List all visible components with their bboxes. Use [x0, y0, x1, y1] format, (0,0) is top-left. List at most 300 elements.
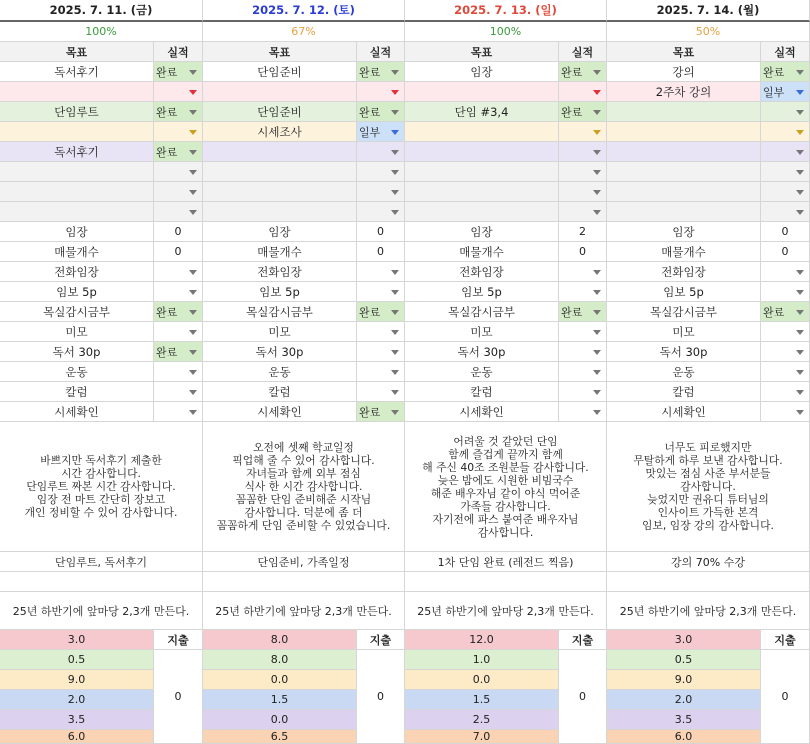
result-column-header: 실적: [357, 42, 405, 62]
goal-cell[interactable]: 2주차 강의: [607, 82, 761, 102]
goal-status-dropdown[interactable]: [154, 142, 203, 162]
goal-status-value: 일부: [763, 85, 785, 99]
daily-summary[interactable]: 1차 단임 완료 (레전드 찍음): [405, 552, 607, 572]
time-value[interactable]: 6.0: [0, 730, 154, 744]
goal-cell[interactable]: [405, 162, 559, 182]
gratitude-journal[interactable]: 어려울 것 같았던 단임 함께 즐겁게 끝까지 함께 해 주신 40조 조원분들 감사합니다. 늦은 밤에도 시원한 비빔국수 해준 배우자님 같이 야식 먹어준 가족들 감사합니다. 자기전에 파스 붙여준 배우자님 감사합니다.: [405, 422, 607, 552]
expense-value[interactable]: 0: [154, 650, 203, 744]
routine-value[interactable]: [154, 322, 203, 342]
day-column: [0, 0, 203, 744]
time-value[interactable]: 1.5: [203, 690, 357, 710]
goal-cell[interactable]: [203, 162, 357, 182]
result-column-header: 실적: [761, 42, 810, 62]
goal-cell[interactable]: 강의: [607, 62, 761, 82]
routine-label: 매물개수: [405, 242, 559, 262]
gratitude-journal[interactable]: 너무도 피로했지만 무탈하게 하루 보낸 감사합니다. 맛있는 점심 사준 부서분들 감사합니다. 늦었지만 권유디 튜터님의 인사이트 가득한 본격 임보, 임장 강의 감사합니다.: [607, 422, 810, 552]
chevron-down-icon[interactable]: [391, 70, 399, 75]
routine-count: 0: [781, 245, 789, 258]
goal-status-value: 일부: [359, 125, 381, 139]
chevron-down-icon[interactable]: [391, 410, 399, 415]
routine-value[interactable]: [559, 322, 607, 342]
expense-label: 지출: [154, 630, 203, 650]
routine-count: 0: [174, 245, 182, 258]
time-value[interactable]: 12.0: [405, 630, 559, 650]
chevron-down-icon[interactable]: [796, 210, 804, 215]
routine-label: 전화임장: [203, 262, 357, 282]
time-value[interactable]: 7.0: [405, 730, 559, 744]
routine-label: 목실감시금부: [405, 302, 559, 322]
goal-status-dropdown[interactable]: [357, 82, 405, 102]
routine-value[interactable]: [761, 282, 810, 302]
chevron-down-icon[interactable]: [796, 270, 804, 275]
time-value[interactable]: 0.0: [203, 670, 357, 690]
long-term-goal: 25년 하반기에 앞마당 2,3개 만든다.: [0, 592, 203, 630]
routine-value[interactable]: [761, 242, 810, 262]
routine-value[interactable]: [559, 402, 607, 422]
chevron-down-icon[interactable]: [189, 130, 197, 135]
routine-value[interactable]: [357, 302, 405, 322]
routine-label: 칼럼: [607, 382, 761, 402]
chevron-down-icon[interactable]: [593, 330, 601, 335]
goal-status-dropdown[interactable]: [559, 102, 607, 122]
goal-cell[interactable]: [0, 122, 154, 142]
completion-percent: 67%: [203, 22, 405, 42]
routine-label: 매물개수: [203, 242, 357, 262]
routine-label: 전화임장: [405, 262, 559, 282]
routine-value[interactable]: [154, 242, 203, 262]
chevron-down-icon[interactable]: [189, 290, 197, 295]
routine-label: 시세확인: [0, 402, 154, 422]
goal-cell[interactable]: 단임루트: [0, 102, 154, 122]
time-value[interactable]: 9.0: [0, 670, 154, 690]
chevron-down-icon[interactable]: [593, 290, 601, 295]
goal-status-dropdown[interactable]: [559, 162, 607, 182]
chevron-down-icon[interactable]: [391, 110, 399, 115]
goal-cell[interactable]: 단임 #3,4: [405, 102, 559, 122]
goal-status-dropdown[interactable]: [761, 122, 810, 142]
gratitude-journal[interactable]: 바쁘지만 독서후기 제출한 시간 감사합니다. 단임루트 짜본 시간 감사합니다. 임장 전 마트 간단히 장보고 개인 정비할 수 있어 감사합니다.: [0, 422, 203, 552]
chevron-down-icon[interactable]: [593, 410, 601, 415]
date-header: 2025. 7. 12. (토): [203, 0, 405, 22]
routine-label: 칼럼: [405, 382, 559, 402]
goal-cell[interactable]: [405, 202, 559, 222]
routine-count: 0: [377, 225, 384, 238]
chevron-down-icon[interactable]: [593, 390, 601, 395]
chevron-down-icon[interactable]: [796, 190, 804, 195]
routine-count: 0: [377, 245, 384, 258]
goal-column-header: 목표: [0, 42, 154, 62]
chevron-down-icon[interactable]: [391, 330, 399, 335]
goal-cell[interactable]: [405, 182, 559, 202]
chevron-down-icon[interactable]: [593, 350, 601, 355]
goal-status-dropdown[interactable]: [559, 142, 607, 162]
time-value[interactable]: 2.0: [0, 690, 154, 710]
routine-value[interactable]: [559, 222, 607, 242]
chevron-down-icon[interactable]: [189, 150, 197, 155]
time-value[interactable]: 8.0: [203, 650, 357, 670]
goal-cell[interactable]: [203, 202, 357, 222]
blank-row[interactable]: [203, 572, 405, 592]
chevron-down-icon[interactable]: [796, 130, 804, 135]
chevron-down-icon[interactable]: [796, 150, 804, 155]
chevron-down-icon[interactable]: [593, 370, 601, 375]
routine-label: 운동: [0, 362, 154, 382]
chevron-down-icon[interactable]: [796, 390, 804, 395]
expense-value[interactable]: 0: [761, 650, 810, 744]
routine-status-value: 완료: [359, 305, 381, 319]
chevron-down-icon[interactable]: [796, 170, 804, 175]
routine-label: 임보 5p: [607, 282, 761, 302]
goal-status-value: 완료: [561, 105, 583, 119]
routine-value[interactable]: [357, 382, 405, 402]
routine-value[interactable]: [559, 362, 607, 382]
time-value[interactable]: 0.5: [0, 650, 154, 670]
goal-status-dropdown[interactable]: [761, 202, 810, 222]
time-value[interactable]: 1.5: [405, 690, 559, 710]
goal-status-dropdown[interactable]: [559, 62, 607, 82]
routine-value[interactable]: [761, 382, 810, 402]
goal-cell[interactable]: [607, 102, 761, 122]
routine-label: 목실감시금부: [203, 302, 357, 322]
chevron-down-icon[interactable]: [391, 130, 399, 135]
goal-cell[interactable]: [0, 202, 154, 222]
goal-status-dropdown[interactable]: [154, 102, 203, 122]
chevron-down-icon[interactable]: [796, 350, 804, 355]
goal-status-dropdown[interactable]: [761, 142, 810, 162]
routine-label: 독서 30p: [0, 342, 154, 362]
goal-status-value: 완료: [156, 105, 178, 119]
goal-status-dropdown[interactable]: [357, 202, 405, 222]
goal-cell[interactable]: [0, 82, 154, 102]
goal-status-dropdown[interactable]: [154, 62, 203, 82]
routine-label: 운동: [607, 362, 761, 382]
chevron-down-icon[interactable]: [593, 70, 601, 75]
routine-value[interactable]: [761, 362, 810, 382]
chevron-down-icon[interactable]: [593, 110, 601, 115]
daily-summary[interactable]: 강의 70% 수강: [607, 552, 810, 572]
routine-status-value: 완료: [359, 405, 381, 419]
goal-status-dropdown[interactable]: [357, 182, 405, 202]
goal-status-dropdown[interactable]: [357, 142, 405, 162]
chevron-down-icon[interactable]: [593, 130, 601, 135]
goal-status-dropdown[interactable]: [357, 102, 405, 122]
chevron-down-icon[interactable]: [593, 90, 601, 95]
goal-cell[interactable]: 임장: [405, 62, 559, 82]
result-column-header: 실적: [154, 42, 203, 62]
chevron-down-icon[interactable]: [391, 170, 399, 175]
chevron-down-icon[interactable]: [189, 350, 197, 355]
routine-label: 임보 5p: [0, 282, 154, 302]
routine-value[interactable]: [559, 282, 607, 302]
time-value[interactable]: 3.0: [0, 630, 154, 650]
routine-label: 미모: [203, 322, 357, 342]
blank-row[interactable]: [0, 572, 203, 592]
goal-cell[interactable]: [607, 162, 761, 182]
goal-status-dropdown[interactable]: [559, 202, 607, 222]
routine-count: 0: [174, 225, 182, 238]
routine-label: 임장: [203, 222, 357, 242]
time-value[interactable]: 3.5: [607, 710, 761, 730]
goal-cell[interactable]: [405, 82, 559, 102]
result-column-header: 실적: [559, 42, 607, 62]
chevron-down-icon[interactable]: [796, 110, 804, 115]
blank-row[interactable]: [405, 572, 607, 592]
date-header: 2025. 7. 14. (월): [607, 0, 810, 22]
goal-status-dropdown[interactable]: [154, 122, 203, 142]
chevron-down-icon[interactable]: [796, 310, 804, 315]
routine-value[interactable]: [154, 402, 203, 422]
chevron-down-icon[interactable]: [593, 170, 601, 175]
routine-value[interactable]: [559, 262, 607, 282]
chevron-down-icon[interactable]: [189, 390, 197, 395]
routine-value[interactable]: [154, 362, 203, 382]
goal-status-dropdown[interactable]: [357, 162, 405, 182]
routine-status-value: 완료: [156, 345, 178, 359]
goal-status-dropdown[interactable]: [154, 162, 203, 182]
chevron-down-icon[interactable]: [189, 270, 197, 275]
routine-value[interactable]: [357, 362, 405, 382]
goal-cell[interactable]: [607, 182, 761, 202]
goal-status-dropdown[interactable]: [761, 102, 810, 122]
goal-cell[interactable]: [203, 82, 357, 102]
chevron-down-icon[interactable]: [796, 290, 804, 295]
chevron-down-icon[interactable]: [391, 390, 399, 395]
routine-value[interactable]: [154, 262, 203, 282]
chevron-down-icon[interactable]: [593, 310, 601, 315]
time-value[interactable]: 3.5: [0, 710, 154, 730]
gratitude-journal[interactable]: 오전에 셋째 학교일정 픽업해 줄 수 있어 감사합니다. 자녀들과 함께 외부 점심 식사 한 시간 감사합니다. 꼼꼼한 단임 준비해준 시작님 감사합니다. 덕분에 좀 더 꼼꼼하게 단임 준비할 수 있었습니다.: [203, 422, 405, 552]
routine-label: 임장: [0, 222, 154, 242]
chevron-down-icon[interactable]: [189, 90, 197, 95]
daily-summary[interactable]: 단임루트, 독서후기: [0, 552, 203, 572]
routine-value[interactable]: [559, 242, 607, 262]
goal-status-dropdown[interactable]: [761, 82, 810, 102]
goal-status-dropdown[interactable]: [761, 162, 810, 182]
goal-status-dropdown[interactable]: [761, 62, 810, 82]
time-value[interactable]: 2.5: [405, 710, 559, 730]
expense-value[interactable]: 0: [357, 650, 405, 744]
routine-label: 목실감시금부: [0, 302, 154, 322]
routine-status-value: 완료: [561, 305, 583, 319]
routine-label: 독서 30p: [607, 342, 761, 362]
routine-label: 독서 30p: [203, 342, 357, 362]
routine-value[interactable]: [559, 342, 607, 362]
time-value[interactable]: 0.0: [203, 710, 357, 730]
routine-label: 임장: [607, 222, 761, 242]
goal-cell[interactable]: 독서후기: [0, 62, 154, 82]
chevron-down-icon[interactable]: [391, 350, 399, 355]
time-value[interactable]: 0.0: [405, 670, 559, 690]
goal-cell[interactable]: 단임준비: [203, 62, 357, 82]
time-value[interactable]: 6.0: [607, 730, 761, 744]
routine-label: 시세확인: [607, 402, 761, 422]
routine-label: 임보 5p: [203, 282, 357, 302]
time-value[interactable]: 8.0: [203, 630, 357, 650]
routine-value[interactable]: [761, 262, 810, 282]
routine-label: 독서 30p: [405, 342, 559, 362]
routine-value[interactable]: [761, 402, 810, 422]
goal-status-value: 완료: [561, 65, 583, 79]
routine-label: 전화임장: [607, 262, 761, 282]
goal-status-dropdown[interactable]: [154, 82, 203, 102]
goal-status-dropdown[interactable]: [154, 202, 203, 222]
routine-label: 시세확인: [405, 402, 559, 422]
goal-cell[interactable]: [0, 162, 154, 182]
routine-label: 미모: [607, 322, 761, 342]
routine-value[interactable]: [154, 342, 203, 362]
routine-label: 임보 5p: [405, 282, 559, 302]
routine-value[interactable]: [761, 342, 810, 362]
routine-label: 칼럼: [203, 382, 357, 402]
routine-label: 목실감시금부: [607, 302, 761, 322]
completion-percent: 50%: [607, 22, 810, 42]
expense-value[interactable]: 0: [559, 650, 607, 744]
goal-cell[interactable]: 시세조사: [203, 122, 357, 142]
goal-cell[interactable]: [203, 182, 357, 202]
routine-value[interactable]: [154, 222, 203, 242]
routine-value[interactable]: [357, 222, 405, 242]
routine-value[interactable]: [154, 302, 203, 322]
goal-column-header: 목표: [607, 42, 761, 62]
routine-value[interactable]: [357, 322, 405, 342]
routine-label: 시세확인: [203, 402, 357, 422]
routine-value[interactable]: [154, 382, 203, 402]
goal-status-dropdown[interactable]: [559, 82, 607, 102]
routine-label: 미모: [0, 322, 154, 342]
chevron-down-icon[interactable]: [189, 70, 197, 75]
expense-label: 지출: [559, 630, 607, 650]
goal-status-value: 완료: [359, 105, 381, 119]
chevron-down-icon[interactable]: [796, 330, 804, 335]
chevron-down-icon[interactable]: [391, 370, 399, 375]
goal-cell[interactable]: [405, 142, 559, 162]
goal-status-dropdown[interactable]: [559, 182, 607, 202]
goal-status-dropdown[interactable]: [559, 122, 607, 142]
chevron-down-icon[interactable]: [391, 190, 399, 195]
day-column: [405, 0, 607, 744]
goal-cell[interactable]: 독서후기: [0, 142, 154, 162]
goal-cell[interactable]: [607, 122, 761, 142]
chevron-down-icon[interactable]: [189, 170, 197, 175]
goal-cell[interactable]: [607, 202, 761, 222]
date-header: 2025. 7. 13. (일): [405, 0, 607, 22]
expense-label: 지출: [357, 630, 405, 650]
long-term-goal: 25년 하반기에 앞마당 2,3개 만든다.: [607, 592, 810, 630]
completion-percent: 100%: [0, 22, 203, 42]
goal-column-header: 목표: [405, 42, 559, 62]
goal-status-value: 완료: [359, 65, 381, 79]
time-value[interactable]: 1.0: [405, 650, 559, 670]
chevron-down-icon[interactable]: [796, 70, 804, 75]
long-term-goal: 25년 하반기에 앞마당 2,3개 만든다.: [203, 592, 405, 630]
chevron-down-icon[interactable]: [189, 210, 197, 215]
chevron-down-icon[interactable]: [189, 370, 197, 375]
date-header: 2025. 7. 11. (금): [0, 0, 203, 22]
blank-row[interactable]: [607, 572, 810, 592]
chevron-down-icon[interactable]: [391, 150, 399, 155]
goal-cell[interactable]: 단임준비: [203, 102, 357, 122]
chevron-down-icon[interactable]: [593, 270, 601, 275]
completion-percent: 100%: [405, 22, 607, 42]
chevron-down-icon[interactable]: [189, 410, 197, 415]
chevron-down-icon[interactable]: [189, 310, 197, 315]
routine-status-value: 완료: [156, 305, 178, 319]
goal-column-header: 목표: [203, 42, 357, 62]
chevron-down-icon[interactable]: [796, 410, 804, 415]
goal-cell[interactable]: [203, 142, 357, 162]
routine-label: 칼럼: [0, 382, 154, 402]
goal-status-dropdown[interactable]: [761, 182, 810, 202]
chevron-down-icon[interactable]: [391, 310, 399, 315]
routine-value[interactable]: [357, 402, 405, 422]
routine-label: 미모: [405, 322, 559, 342]
routine-label: 임장: [405, 222, 559, 242]
routine-label: 매물개수: [0, 242, 154, 262]
routine-label: 매물개수: [607, 242, 761, 262]
time-value[interactable]: 2.0: [607, 690, 761, 710]
expense-label: 지출: [761, 630, 810, 650]
time-value[interactable]: 0.5: [607, 650, 761, 670]
chevron-down-icon[interactable]: [391, 210, 399, 215]
chevron-down-icon[interactable]: [391, 290, 399, 295]
time-value[interactable]: 6.5: [203, 730, 357, 744]
routine-value[interactable]: [559, 382, 607, 402]
routine-value[interactable]: [761, 222, 810, 242]
chevron-down-icon[interactable]: [189, 110, 197, 115]
long-term-goal: 25년 하반기에 앞마당 2,3개 만든다.: [405, 592, 607, 630]
chevron-down-icon[interactable]: [391, 270, 399, 275]
goal-cell[interactable]: [405, 122, 559, 142]
day-column: [607, 0, 810, 744]
chevron-down-icon[interactable]: [189, 190, 197, 195]
routine-value[interactable]: [559, 302, 607, 322]
goal-status-value: 완료: [763, 65, 785, 79]
goal-status-dropdown[interactable]: [154, 182, 203, 202]
routine-status-value: 완료: [763, 305, 785, 319]
routine-count: 0: [781, 225, 789, 238]
goal-status-value: 완료: [156, 145, 178, 159]
goal-status-dropdown[interactable]: [357, 122, 405, 142]
routine-value[interactable]: [761, 302, 810, 322]
routine-count: 0: [579, 245, 586, 258]
routine-count: 2: [579, 225, 586, 238]
chevron-down-icon[interactable]: [189, 330, 197, 335]
routine-label: 전화임장: [0, 262, 154, 282]
routine-value[interactable]: [154, 282, 203, 302]
chevron-down-icon[interactable]: [593, 150, 601, 155]
routine-value[interactable]: [357, 282, 405, 302]
routine-label: 운동: [405, 362, 559, 382]
day-column: [203, 0, 405, 744]
goal-status-value: 완료: [156, 65, 178, 79]
time-value[interactable]: 9.0: [607, 670, 761, 690]
goal-cell[interactable]: [607, 142, 761, 162]
routine-value[interactable]: [357, 262, 405, 282]
routine-value[interactable]: [357, 342, 405, 362]
routine-value[interactable]: [357, 242, 405, 262]
daily-summary[interactable]: 단임준비, 가족일정: [203, 552, 405, 572]
chevron-down-icon[interactable]: [593, 190, 601, 195]
time-value[interactable]: 3.0: [607, 630, 761, 650]
routine-value[interactable]: [761, 322, 810, 342]
chevron-down-icon[interactable]: [796, 370, 804, 375]
chevron-down-icon[interactable]: [796, 90, 804, 95]
routine-label: 운동: [203, 362, 357, 382]
goal-status-dropdown[interactable]: [357, 62, 405, 82]
chevron-down-icon[interactable]: [593, 210, 601, 215]
chevron-down-icon[interactable]: [391, 90, 399, 95]
goal-cell[interactable]: [0, 182, 154, 202]
